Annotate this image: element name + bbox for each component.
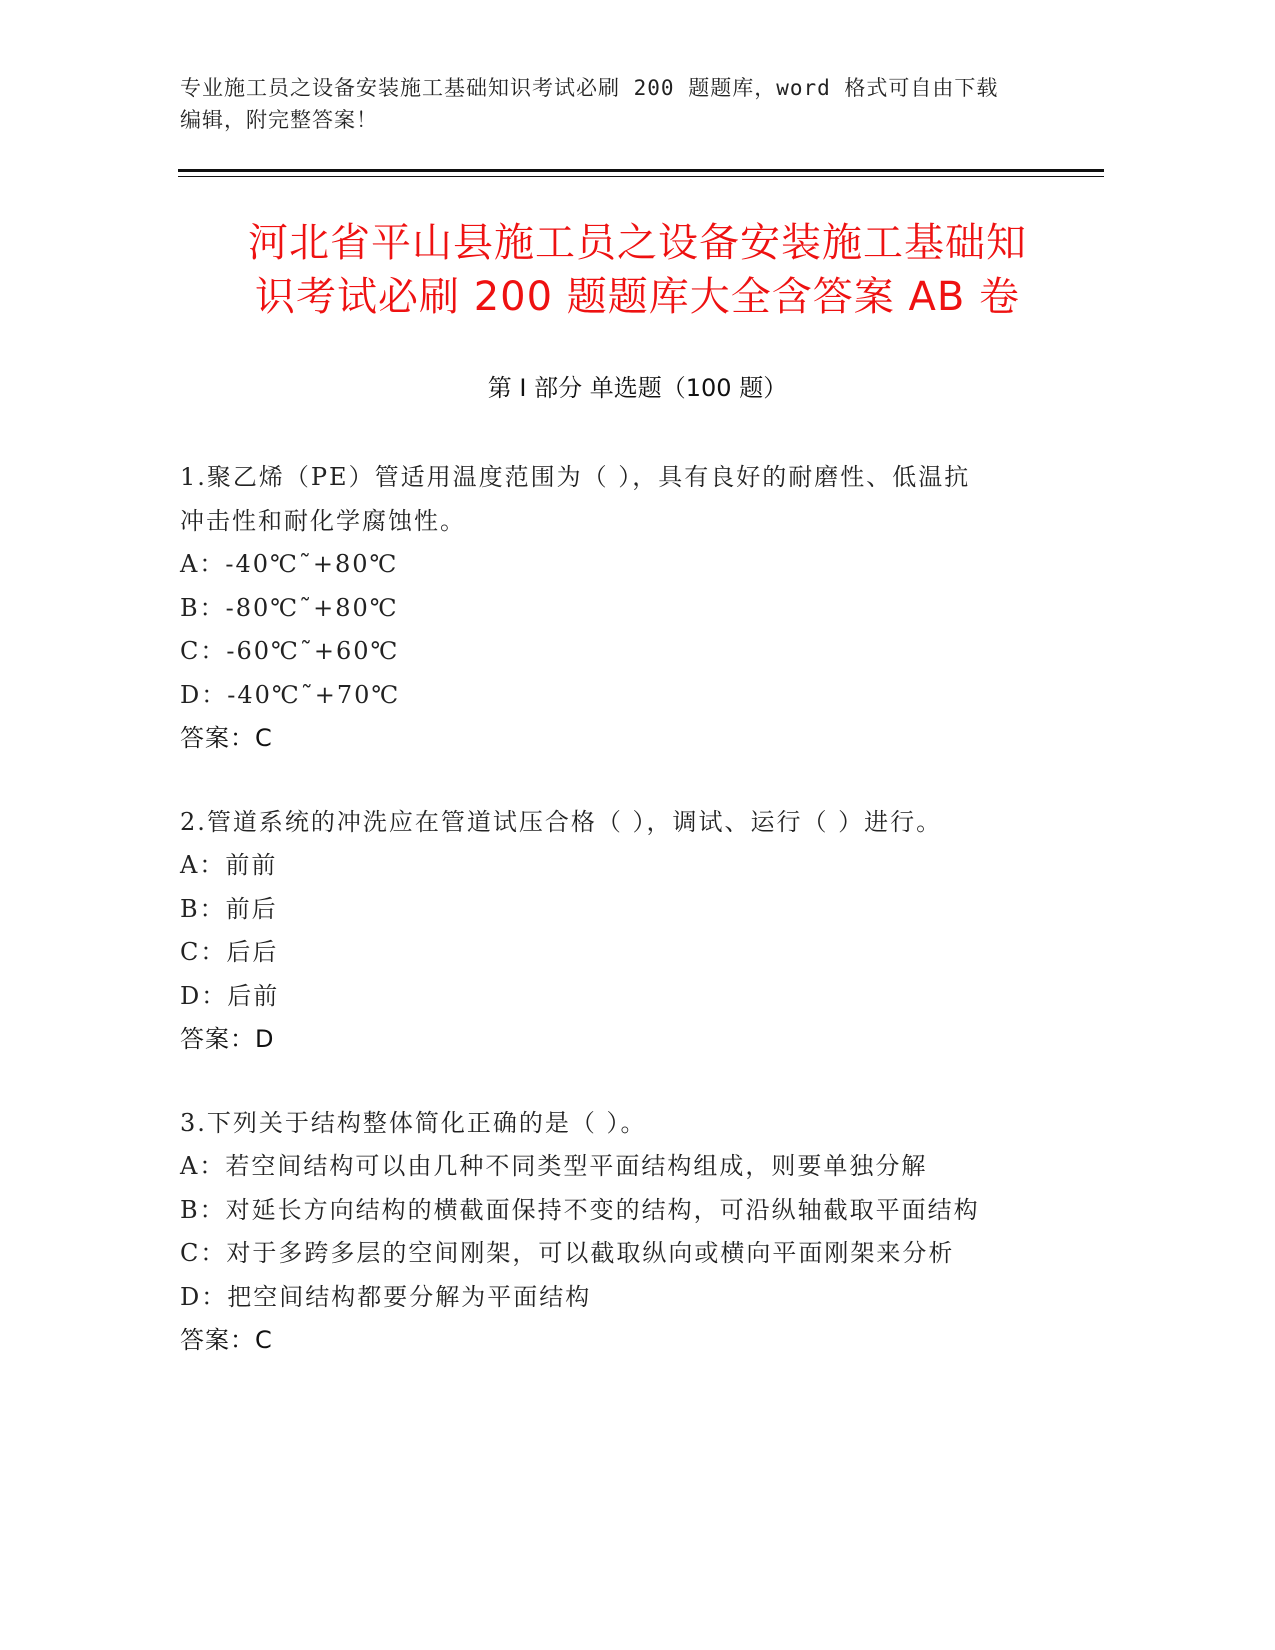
- answer-line: 答案：C: [180, 724, 273, 752]
- option-text: 前后: [225, 894, 278, 923]
- option-d: [180, 674, 1040, 718]
- option-key: D：: [180, 981, 228, 1010]
- answer-line: 答案：D: [180, 1025, 275, 1053]
- option-key: C：: [180, 1239, 227, 1267]
- option-text: 对于多跨多层的空间刚架，可以截取纵向或横向平面刚架来分析: [226, 1239, 955, 1267]
- option-key: C：: [180, 637, 227, 665]
- question-3: [180, 1102, 1040, 1363]
- option-a: [180, 543, 1040, 587]
- option-text: 前前: [225, 851, 278, 879]
- option-c: [180, 630, 1040, 674]
- option-c: [180, 931, 1040, 975]
- title-line-1: 河北省平山县施工员之设备安装施工基础知: [248, 220, 1027, 266]
- header-rule-thick: [178, 169, 1104, 172]
- option-text: -80℃˜+80℃: [225, 593, 399, 622]
- option-text: 若空间结构可以由几种不同类型平面结构组成，则要单独分解: [225, 1152, 928, 1180]
- option-text: -60℃˜+60℃: [226, 637, 400, 665]
- option-key: B：: [180, 894, 226, 923]
- document-title: [150, 216, 1125, 324]
- option-key: A：: [180, 1152, 226, 1180]
- question-2: [180, 801, 1040, 1062]
- option-key: D：: [180, 680, 228, 709]
- intro-line-1: 专业施工员之设备安装施工基础知识考试必刷 200 题题库，word 格式可自由下载: [180, 76, 999, 100]
- option-d: [180, 1276, 1040, 1320]
- option-key: B：: [180, 593, 226, 622]
- option-text: 后前: [227, 981, 280, 1010]
- option-key: C：: [180, 938, 227, 966]
- option-text: -40℃˜+80℃: [225, 550, 399, 578]
- option-b: [180, 587, 1040, 631]
- question-stem: 1.聚乙烯（PE）管适用温度范围为（ ），具有良好的耐磨性、低温抗: [180, 463, 971, 491]
- question-1: [180, 456, 1040, 761]
- question-stem: 2.管道系统的冲洗应在管道试压合格（ ），调试、运行（ ）进行。: [180, 807, 943, 836]
- option-text: 后后: [226, 938, 279, 966]
- option-text: 把空间结构都要分解为平面结构: [227, 1282, 592, 1311]
- answer-line: 答案：C: [180, 1326, 273, 1354]
- question-stem: 3.下列关于结构整体简化正确的是（ ）。: [180, 1108, 647, 1137]
- title-line-2: 识考试必刷 200 题题库大全含答案 AB 卷: [254, 274, 1020, 320]
- option-d: [180, 975, 1040, 1019]
- question-stem-continued: 冲击性和耐化学腐蚀性。: [180, 506, 466, 535]
- option-key: A：: [180, 851, 226, 879]
- intro-line-2: 编辑，附完整答案！: [180, 108, 378, 132]
- option-a: [180, 1145, 1040, 1189]
- header-rule-thin: [178, 176, 1104, 177]
- option-key: D：: [180, 1282, 228, 1311]
- option-text: 对延长方向结构的横截面保持不变的结构，可沿纵轴截取平面结构: [225, 1195, 980, 1224]
- section-heading: 第 I 部分 单选题（100 题）: [487, 374, 788, 402]
- option-c: [180, 1232, 1040, 1276]
- option-key: B：: [180, 1195, 226, 1224]
- question-list: [180, 456, 1040, 1403]
- option-text: -40℃˜+70℃: [227, 680, 401, 709]
- option-b: [180, 1189, 1040, 1233]
- option-b: [180, 888, 1040, 932]
- option-key: A：: [180, 550, 226, 578]
- intro-text: [180, 72, 1050, 136]
- option-a: [180, 844, 1040, 888]
